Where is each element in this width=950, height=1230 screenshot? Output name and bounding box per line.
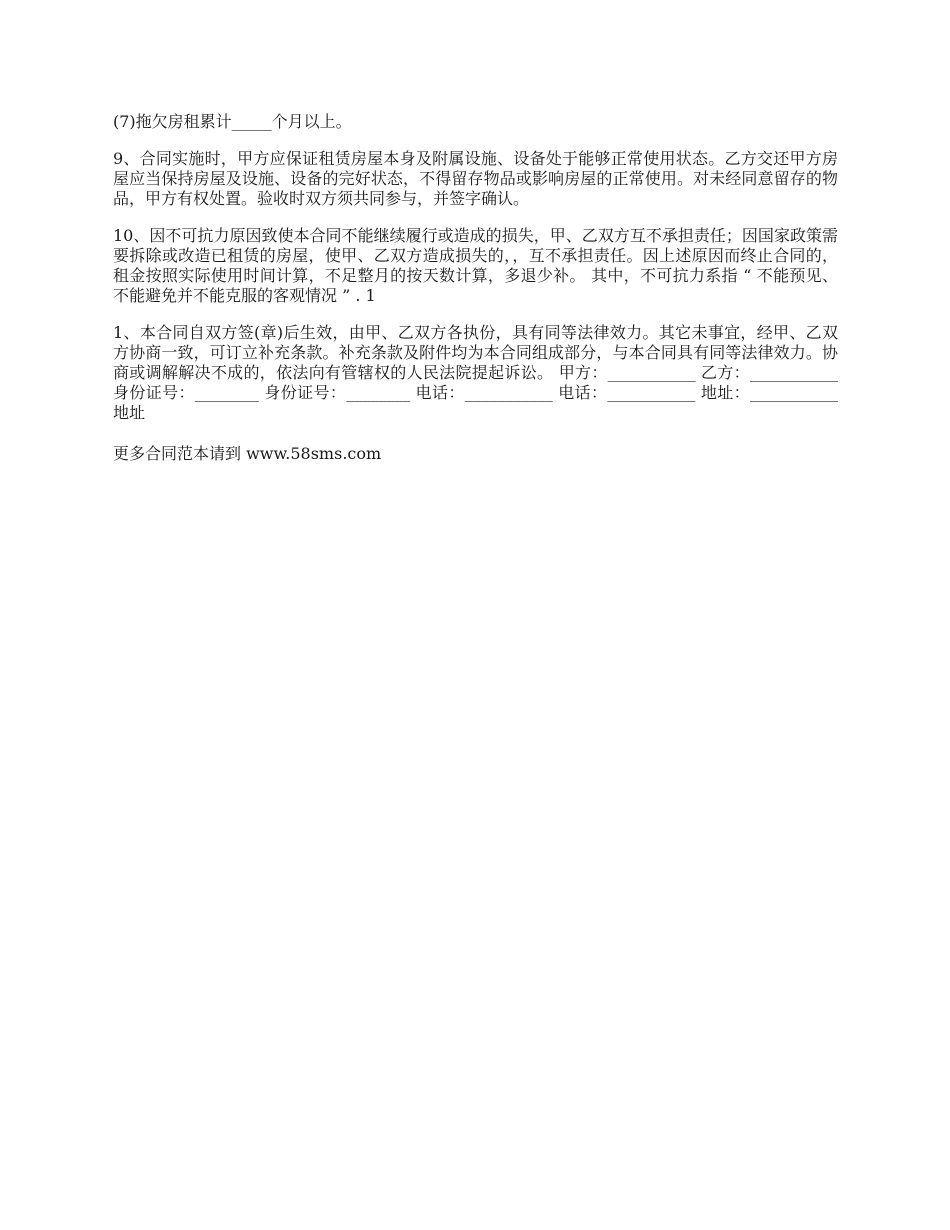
clause-1-effectiveness-signatures: 1、本合同自双方签(章)后生效，由甲、乙双方各执份，具有同等法律效力。其它未事宜，经甲、乙双方协商一致，可订立补充条款。补充条款及附件均为本合同组成部分，与本合同具有同等法律效力。协商或调解解决不成的，依法向有管辖权的人民法院提起诉讼。 甲方：___________ 乙方：___________ 身份证号：________ 身份证号：________ 电话：___________ 电话：___________ 地址：___________ 地址 <box>113 323 838 422</box>
paragraph-spacer <box>113 423 838 444</box>
paragraph-spacer <box>113 209 838 226</box>
clause-9-handover: 9、合同实施时，甲方应保证租赁房屋本身及附属设施、设备处于能够正常使用状态。乙方交还甲方房屋应当保持房屋及设施、设备的完好状态，不得留存物品或影响房屋的正常使用。对未经同意留存的物品，甲方有权处置。验收时双方须共同参与，并签字确认。 <box>113 149 838 208</box>
clause-10-force-majeure: 10、因不可抗力原因致使本合同不能继续履行或造成的损失，甲、乙双方互不承担责任；因国家政策需要拆除或改造已租赁的房屋，使甲、乙双方造成损失的，，互不承担责任。因上述原因而终止合同的，租金按照实际使用时间计算，不足整月的按天数计算，多退少补。 其中，不可抗力系指 “ 不能预见、不能避免并不能克服的客观情况 ” . 1 <box>113 226 838 305</box>
footer-more-templates: 更多合同范本请到 www.58sms.com <box>113 444 382 463</box>
document-page <box>113 112 838 464</box>
paragraph-spacer <box>113 306 838 323</box>
clause-7-overdue-rent: (7)拖欠房租累计_____个月以上。 <box>113 112 352 131</box>
paragraph-spacer <box>113 132 838 149</box>
